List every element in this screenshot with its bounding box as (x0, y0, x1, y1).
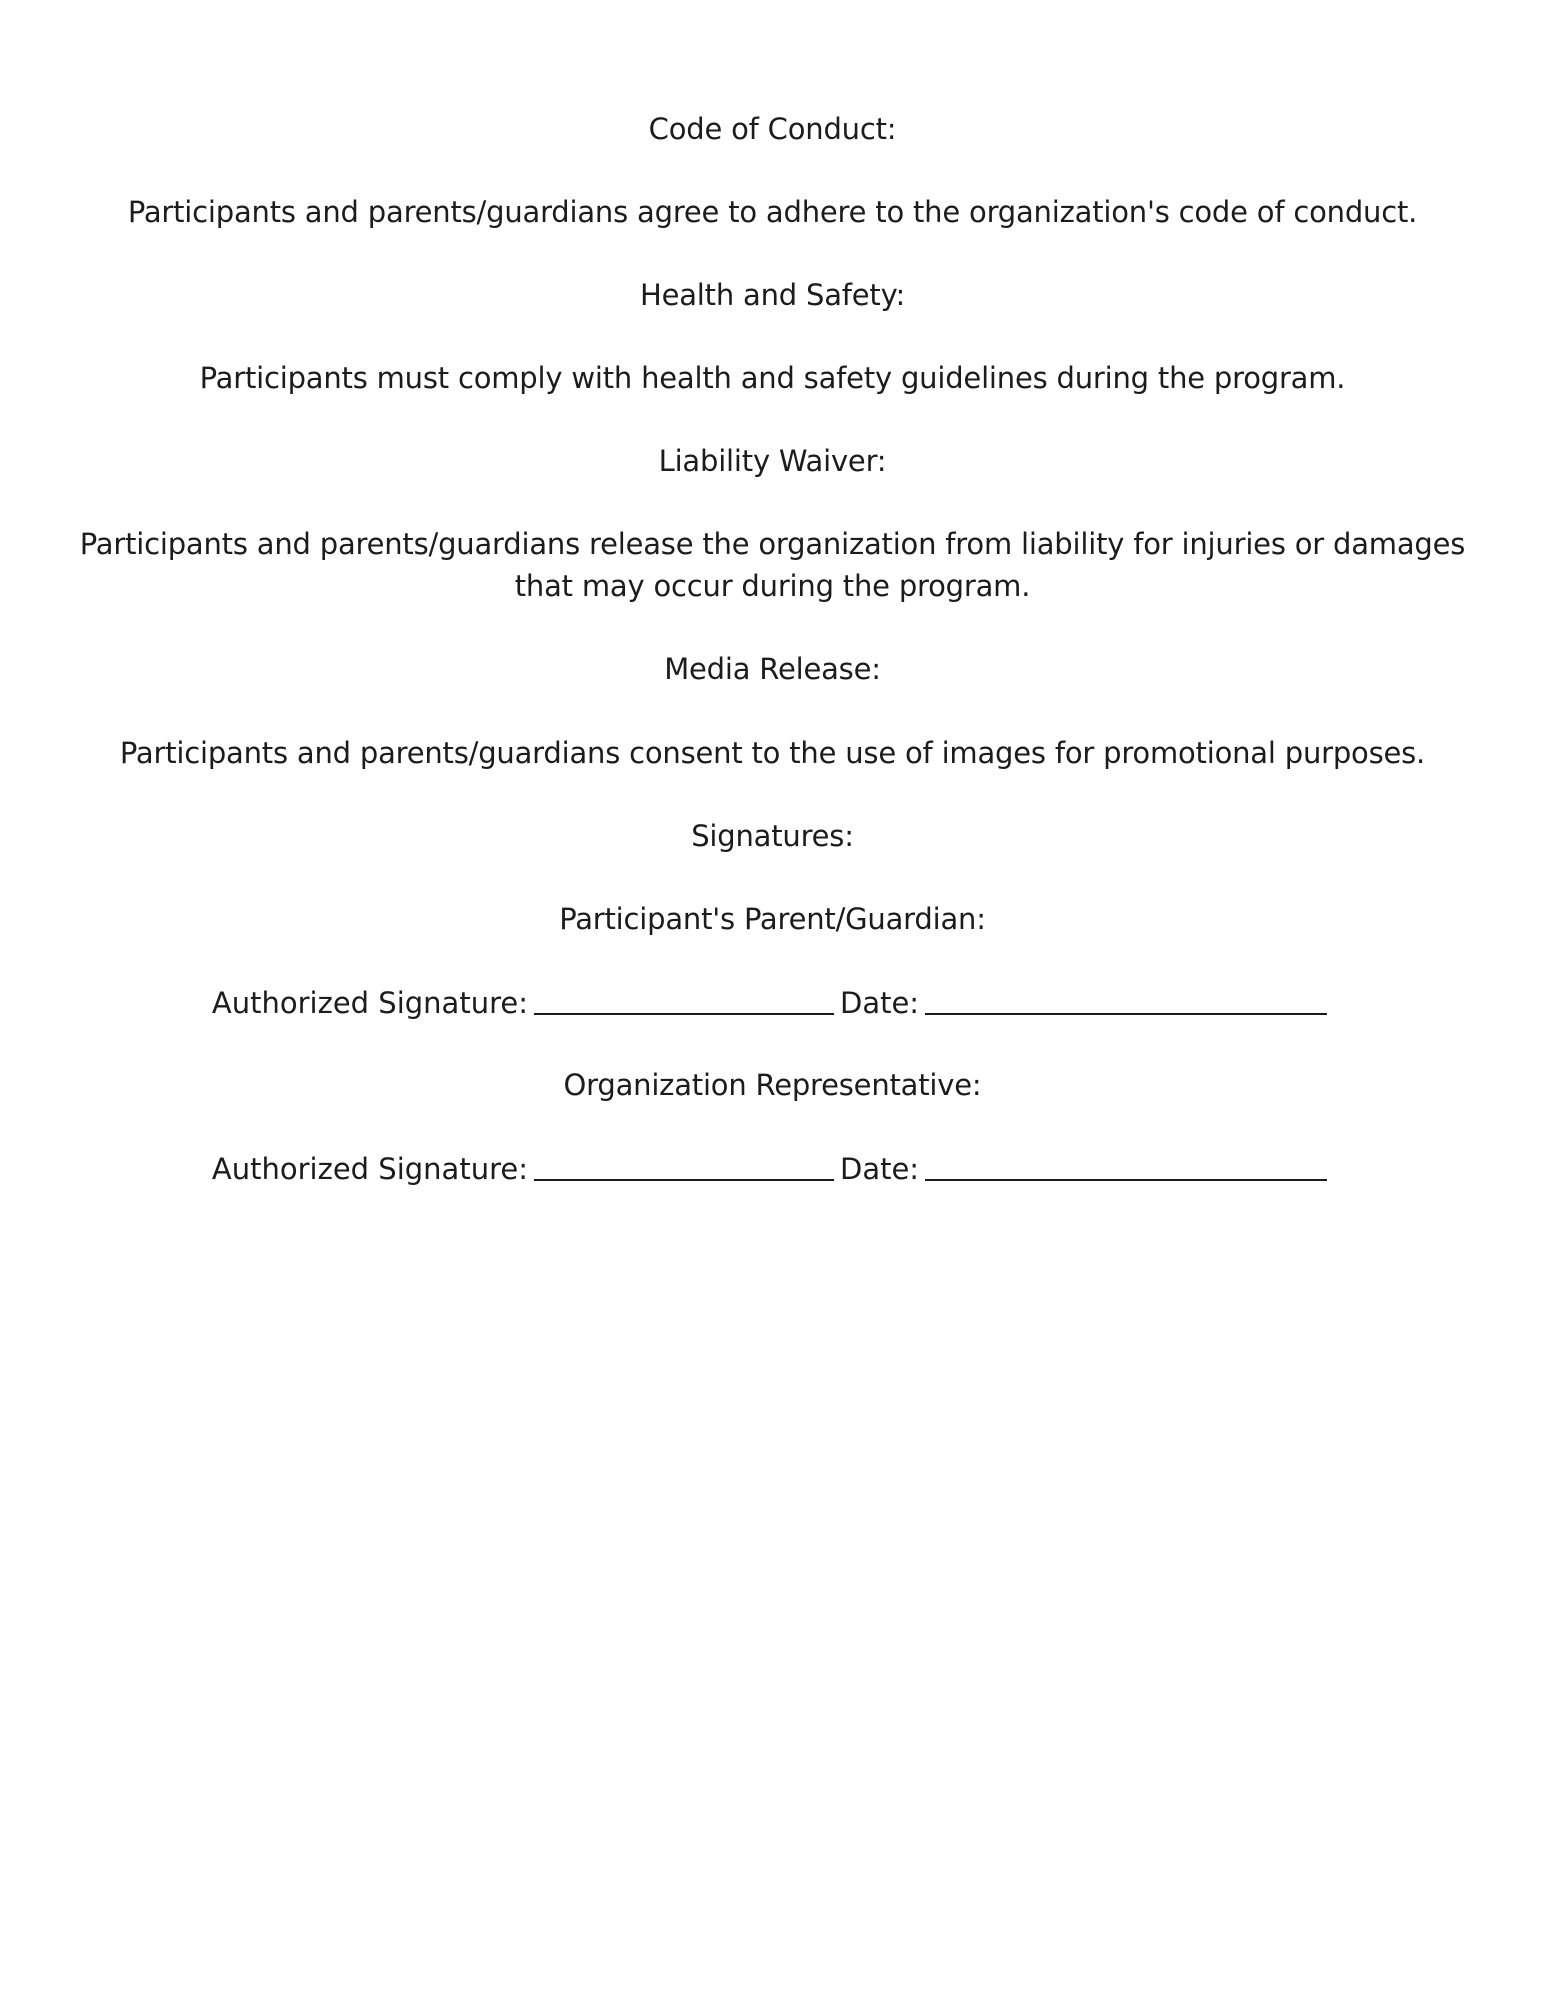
organization-date-field[interactable] (925, 1149, 1327, 1181)
section-text-health-safety: Participants must comply with health and safety guidelines during the program. (199, 361, 1346, 395)
parent-guardian-label: Participant's Parent/Guardian: (559, 902, 986, 936)
section-text-code-of-conduct: Participants and parents/guardians agree to adhere to the organization's code of conduct. (127, 195, 1418, 229)
organization-signature-row (0, 1147, 1545, 1190)
section-heading-media-release: Media Release: (664, 652, 881, 686)
section-text-liability-waiver: Participants and parents/guardians release the organization from liability for injuries or damages that may occur during the program. (79, 527, 1466, 603)
section-heading-health-safety: Health and Safety: (639, 278, 906, 312)
date-label: Date: (839, 986, 920, 1020)
organization-representative-label: Organization Representative: (563, 1068, 982, 1102)
date-label: Date: (839, 1152, 920, 1186)
parent-date-field[interactable] (925, 983, 1327, 1015)
section-text-media-release: Participants and parents/guardians consent to the use of images for promotional purposes. (119, 736, 1426, 770)
authorized-signature-label: Authorized Signature: (211, 1152, 528, 1186)
section-heading-code-of-conduct: Code of Conduct: (648, 112, 897, 146)
authorized-signature-label: Authorized Signature: (211, 986, 528, 1020)
section-heading-liability-waiver: Liability Waiver: (658, 444, 887, 478)
parent-signature-field[interactable] (534, 983, 834, 1015)
parent-signature-row (0, 981, 1545, 1024)
organization-signature-field[interactable] (534, 1149, 834, 1181)
signatures-heading: Signatures: (691, 819, 854, 853)
